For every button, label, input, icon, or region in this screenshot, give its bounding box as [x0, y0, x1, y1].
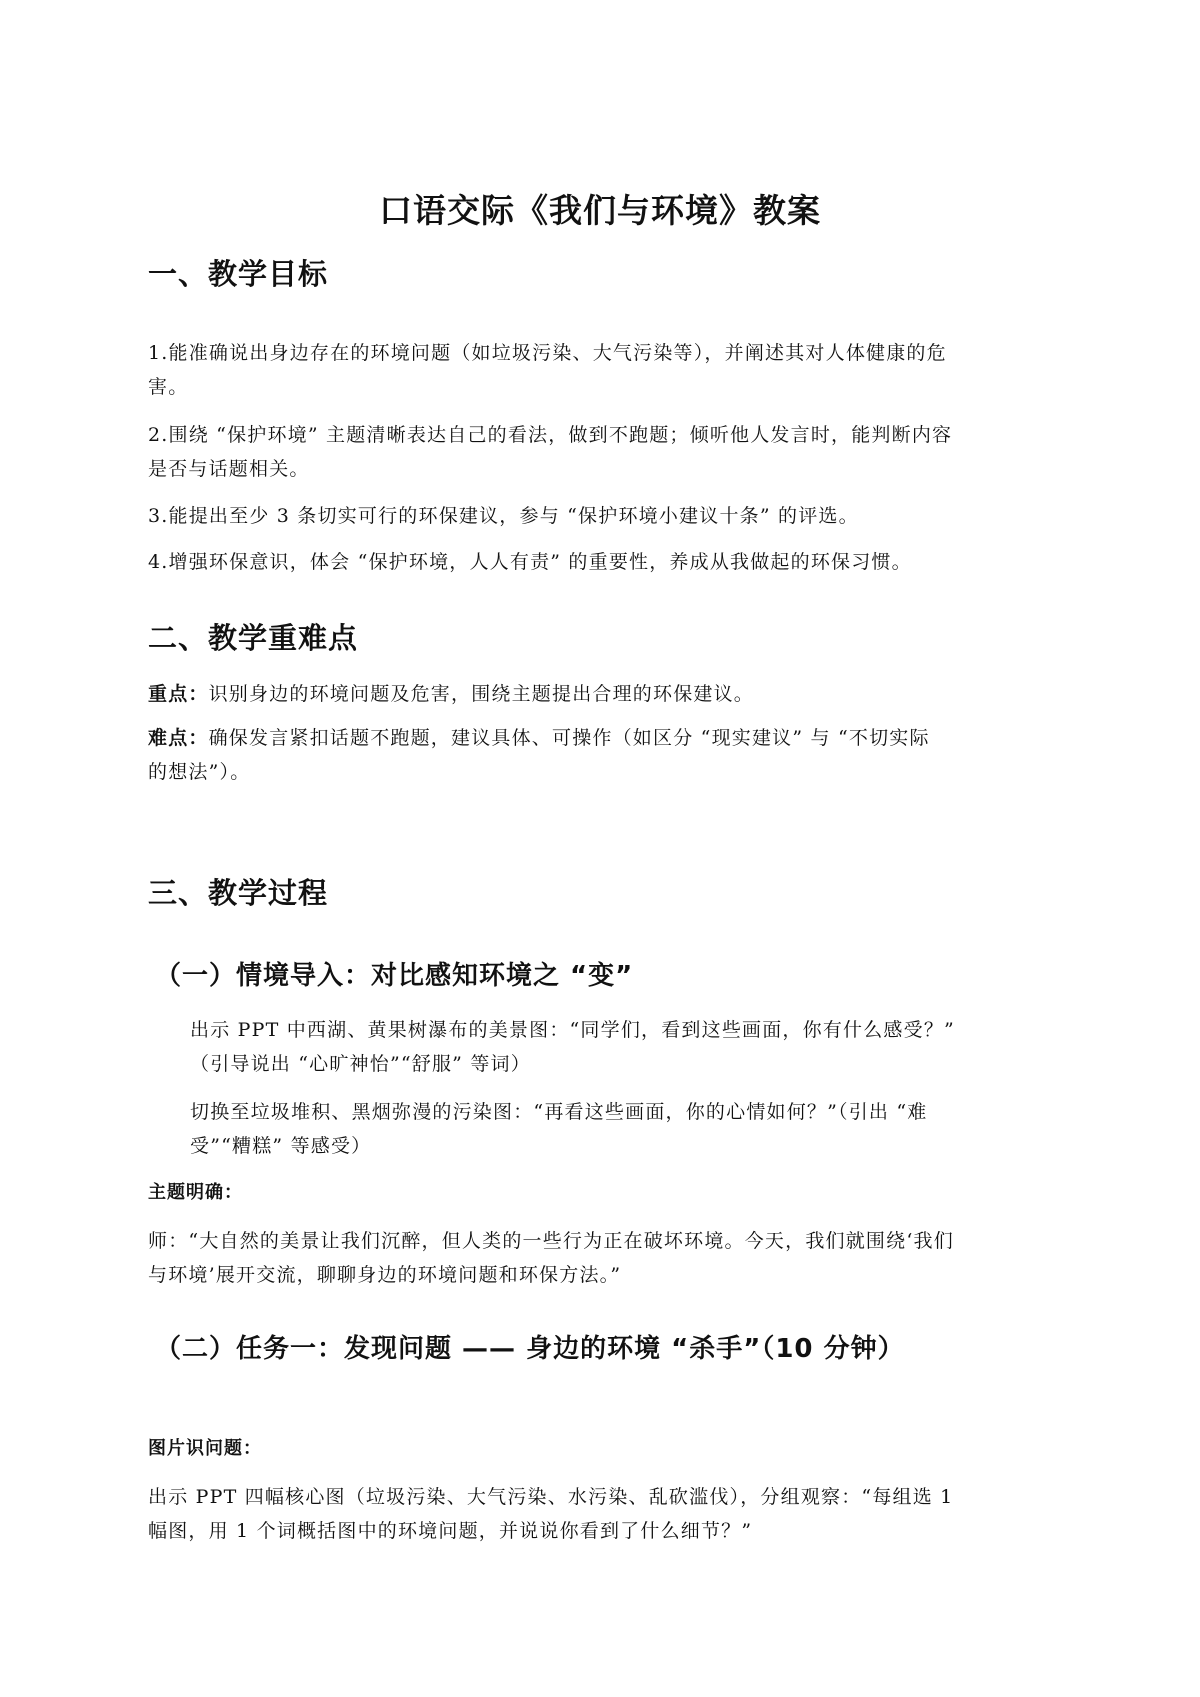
section-heading-goals: 一、教学目标: [148, 257, 329, 291]
goal-2-line-2: 是否与话题相关。: [148, 458, 310, 480]
difficult-point-label: 难点：: [148, 727, 209, 749]
theme-label: 主题明确：: [148, 1182, 243, 1203]
teacher-line-2: 与环境’展开交流，聊聊身边的环境问题和环保方法。”: [148, 1264, 622, 1286]
teacher-line-1: 师：“大自然的美景让我们沉醉，但人类的一些行为正在破坏环境。今天，我们就围绕‘我们: [148, 1230, 954, 1252]
part-1-p2-line-1: 切换至垃圾堆积、黑烟弥漫的污染图：“再看这些画面，你的心情如何？”（引出 “难: [190, 1101, 928, 1123]
goal-1-line-1: 1.能准确说出身边存在的环境问题（如垃圾污染、大气污染等），并阐述其对人体健康的危: [148, 342, 947, 364]
difficult-point-line-2: 的想法”）。: [148, 761, 251, 783]
picture-problem-label: 图片识问题：: [148, 1438, 262, 1459]
key-point-text: 识别身边的环境问题及危害，围绕主题提出合理的环保建议。: [208, 683, 755, 705]
part-2-p-line-2: 幅图，用 1 个词概括图中的环境问题，并说说你看到了什么细节？”: [148, 1520, 753, 1542]
difficult-point: [148, 721, 930, 755]
goal-1-line-2: 害。: [148, 376, 189, 398]
document-title: 口语交际《我们与环境》教案: [379, 191, 821, 230]
part-1-heading: （一）情境导入：对比感知环境之 “变”: [155, 961, 634, 991]
section-heading-process: 三、教学过程: [148, 876, 329, 910]
key-point-label: 重点：: [148, 683, 209, 705]
part-2-heading: （二）任务一：发现问题 —— 身边的环境 “杀手”（10 分钟）: [155, 1334, 905, 1364]
part-1-p1-line-2: （引导说出 “心旷神怡”“舒服” 等词）: [190, 1053, 531, 1075]
goal-2-line-1: 2.围绕 “保护环境” 主题清晰表达自己的看法，做到不跑题；倾听他人发言时，能判断内容: [148, 424, 953, 446]
part-2-p-line-1: 出示 PPT 四幅核心图（垃圾污染、大气污染、水污染、乱砍滥伐），分组观察：“每组选 1: [148, 1486, 954, 1508]
part-1-p2-line-2: 受”“糟糕” 等感受）: [190, 1135, 372, 1157]
part-1-p1-line-1: 出示 PPT 中西湖、黄果树瀑布的美景图：“同学们，看到这些画面，你有什么感受？”: [190, 1019, 955, 1041]
goal-4: 4.增强环保意识，体会 “保护环境，人人有责” 的重要性，养成从我做起的环保习惯。: [148, 551, 912, 573]
key-point: [148, 677, 754, 711]
difficult-point-text: 确保发言紧扣话题不跑题，建议具体、可操作（如区分 “现实建议” 与 “不切实际: [208, 727, 930, 749]
goal-3: 3.能提出至少 3 条切实可行的环保建议，参与 “保护环境小建议十条” 的评选。: [148, 505, 859, 527]
section-heading-key-points: 二、教学重难点: [148, 621, 359, 655]
